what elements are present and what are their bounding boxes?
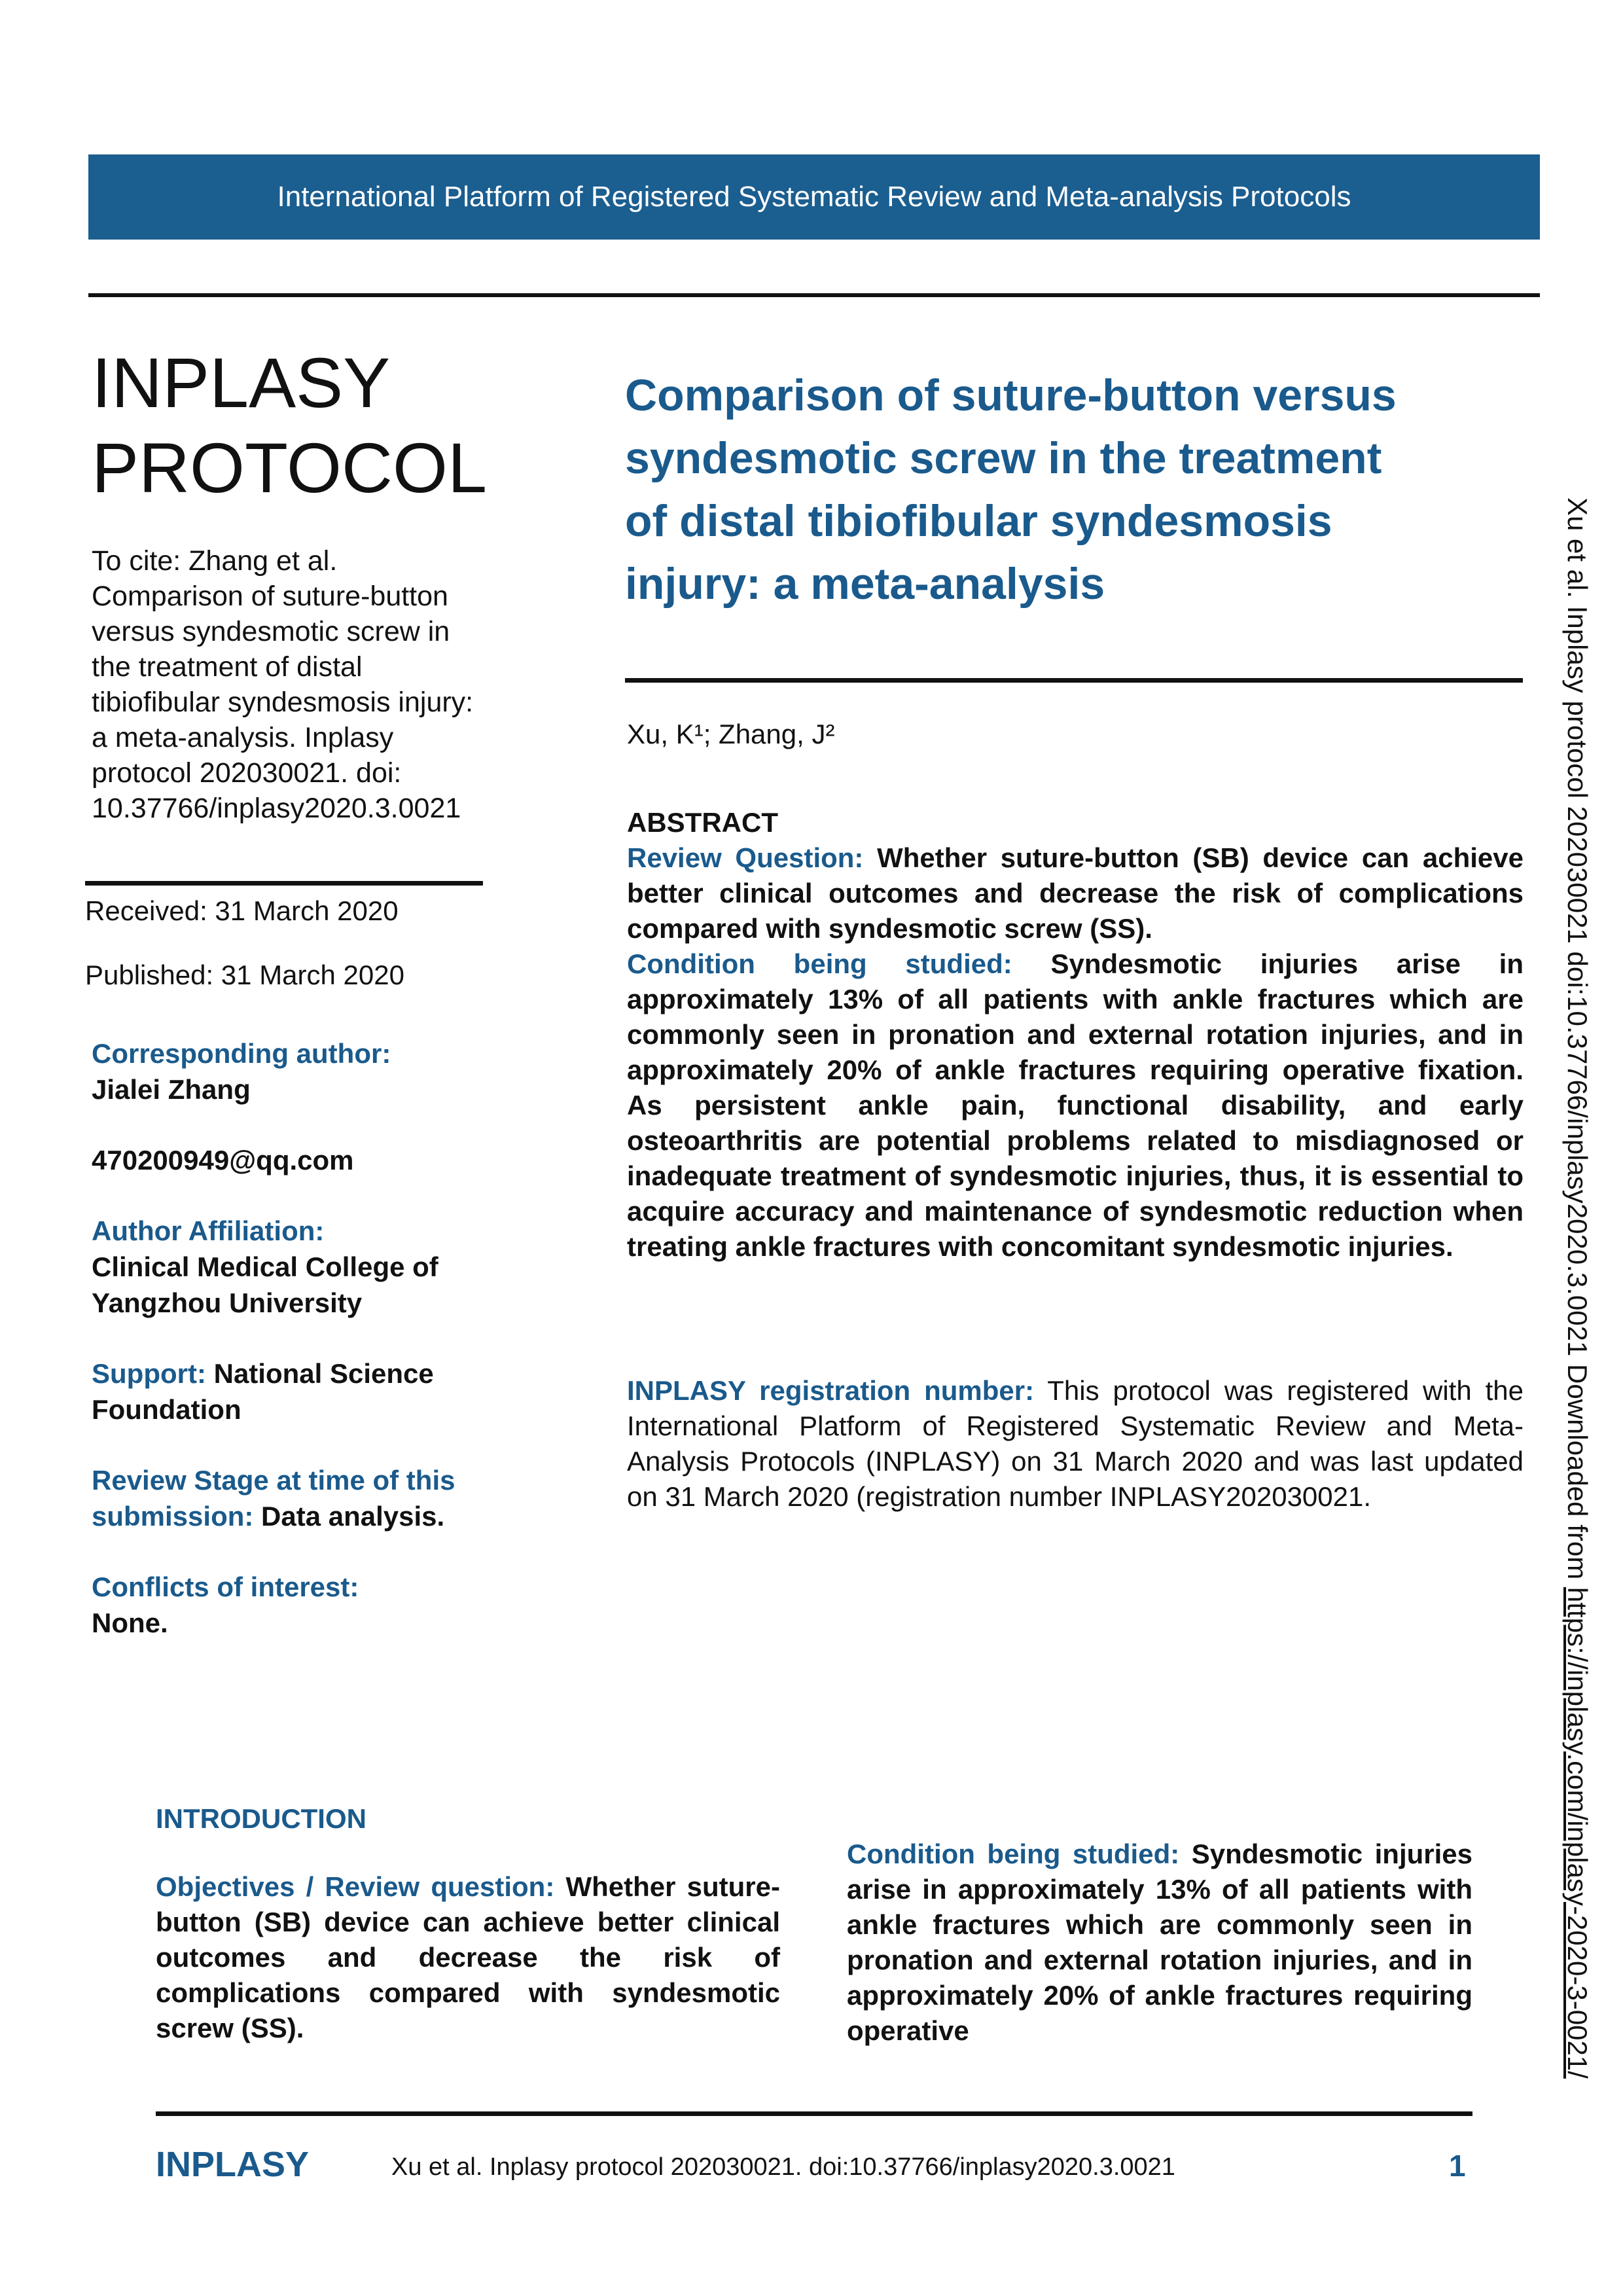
- title-rule: [625, 678, 1523, 683]
- stage-value: Data analysis.: [253, 1501, 445, 1532]
- author-info: [92, 1035, 537, 1641]
- intro-right: [847, 1837, 1472, 2049]
- protocol-heading-line2: PROTOCOL: [92, 428, 488, 507]
- top-rule: [88, 293, 1540, 297]
- corresponding-label: Corresponding author:: [92, 1038, 391, 1069]
- condition-label: Condition being studied:: [627, 948, 1012, 979]
- review-question-text: Whether suture-button (SB) device can achieve better clinical outcomes and decrease the risk of complications compared with syndesmotic screw (SS).: [627, 842, 1524, 944]
- registration-label: INPLASY registration number:: [627, 1375, 1035, 1406]
- support-line2: Foundation: [92, 1394, 241, 1425]
- registration-paragraph: [627, 1373, 1524, 1515]
- page-number: 1: [1449, 2149, 1466, 2183]
- banner-text: International Platform of Registered Systematic Review and Meta-analysis Protocols: [277, 181, 1351, 213]
- received-date: Received: 31 March 2020: [85, 895, 399, 926]
- registration-block: [627, 1373, 1524, 1515]
- footer-brand: INPLASY: [156, 2145, 310, 2184]
- affiliation-line2: Yangzhou University: [92, 1287, 363, 1318]
- cite-line: protocol 202030021. doi:: [92, 757, 402, 789]
- cite-line: 10.37766/inplasy2020.3.0021: [92, 793, 461, 824]
- cite-line: tibiofibular syndesmosis injury:: [92, 687, 474, 718]
- corresponding-name: Jialei Zhang: [92, 1074, 251, 1105]
- condition-studied: [627, 946, 1524, 1265]
- authors: Xu, K¹; Zhang, J²: [627, 719, 835, 749]
- objectives-text: Whether suture-button (SB) device can achieve better clinical outcomes and decrease the risk of complications compared with syndesmotic screw (SS).: [156, 1871, 780, 2043]
- affiliation-line1: Clinical Medical College of: [92, 1251, 438, 1282]
- intro-heading: INTRODUCTION: [156, 1803, 366, 1834]
- download-link[interactable]: https://inplasy.com/inplasy-2020-3-0021/: [1562, 1587, 1593, 2079]
- title-line: syndesmotic screw in the treatment: [625, 433, 1382, 483]
- cite-line: To cite: Zhang et al.: [92, 545, 338, 577]
- condition-text: Syndesmotic injuries arise in approximately 13% of all patients with ankle fractures which are commonly seen in pronation and external rotation injuries, and in approximately 20% of ankle fractures requiring operative fixation. As persistent ankle pain, functional disability, and early osteoarthritis are potential problems related to misdiagnosed or inadequate treatment of syndesmotic injuries, thus, it is essential to acquire accuracy and maintenance of syndesmotic reduction when treating ankle fractures with concomitant syndesmotic injuries.: [627, 948, 1524, 1262]
- objectives-label: Objectives / Review question:: [156, 1871, 555, 1902]
- registration-text: This protocol was registered with the International Platform of Registered Systematic Review and Meta-Analysis Protocols (INPLASY) on 31 March 2020 and was last updated on 31 March 2020 (registration number INPLASY202030021.: [627, 1375, 1524, 1512]
- abstract-heading: ABSTRACT: [627, 807, 778, 838]
- affiliation-label: Author Affiliation:: [92, 1215, 325, 1246]
- intro-left: [156, 1801, 780, 2046]
- review-question-label: Review Question:: [627, 842, 864, 873]
- support-line1: [92, 1355, 537, 1391]
- abstract-block: [627, 805, 1524, 1265]
- intro-condition-text: Syndesmotic injuries arise in approximately 13% of all patients with ankle fractures which are commonly seen in pronation and external rotation injuries, and in approximately 20% of ankle fractures requiring operative: [847, 1839, 1472, 2046]
- support-value: National Science: [205, 1358, 434, 1389]
- footer-citation: Xu et al. Inplasy protocol 202030021. doi:10.37766/inplasy2020.3.0021: [391, 2153, 1175, 2181]
- published-date: Published: 31 March 2020: [85, 960, 404, 990]
- left-rule: [85, 881, 483, 886]
- footer-rule: [156, 2111, 1472, 2116]
- stage-line2: [92, 1498, 537, 1534]
- intro-condition-label: Condition being studied:: [847, 1839, 1180, 1869]
- protocol-heading-line1: INPLASY: [92, 343, 391, 422]
- title-line: Comparison of suture-button versus: [625, 370, 1397, 420]
- intro-condition-paragraph: [847, 1837, 1472, 2049]
- cite-line: Comparison of suture-button: [92, 581, 448, 612]
- conflicts-value: None.: [92, 1607, 168, 1638]
- cite-line: versus syndesmotic screw in: [92, 616, 450, 647]
- support-label: Support:: [92, 1358, 206, 1389]
- paper-title: [625, 364, 1541, 615]
- stage-label-line1: Review Stage at time of this: [92, 1465, 455, 1496]
- vertical-download-note: [1558, 497, 1597, 2081]
- header-banner: [88, 154, 1540, 240]
- stage-label-line2: submission:: [92, 1501, 254, 1532]
- vertical-text: Xu et al. Inplasy protocol 202030021 doi:10.37766/inplasy2020.3.0021 Downloaded from: [1562, 497, 1593, 1587]
- review-question: [627, 840, 1524, 946]
- title-line: injury: a meta-analysis: [625, 559, 1105, 609]
- cite-line: a meta-analysis. Inplasy: [92, 722, 394, 753]
- corresponding-email: 470200949@qq.com: [92, 1145, 354, 1175]
- cite-line: the treatment of distal: [92, 651, 363, 683]
- conflicts-label: Conflicts of interest:: [92, 1571, 359, 1602]
- protocol-heading: [92, 340, 487, 511]
- objectives-paragraph: [156, 1869, 780, 2046]
- citation-block: [92, 543, 510, 826]
- title-line: of distal tibiofibular syndesmosis: [625, 496, 1332, 546]
